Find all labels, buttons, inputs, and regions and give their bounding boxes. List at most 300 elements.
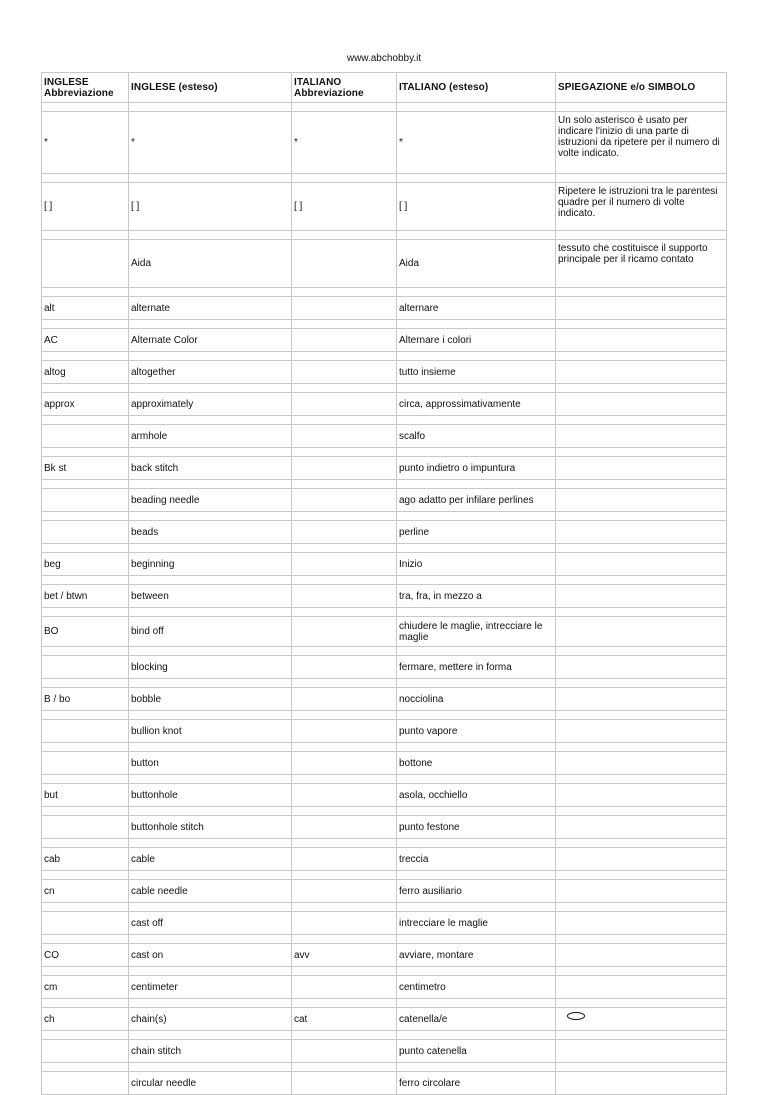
spacer-row — [42, 480, 727, 489]
table-row — [42, 521, 727, 544]
spacer-cell — [397, 288, 556, 297]
italian-extended-cell: centimetro — [397, 976, 556, 999]
spacer-cell — [292, 384, 397, 393]
explanation-cell — [556, 912, 727, 935]
italian-extended-cell: treccia — [397, 848, 556, 871]
spacer-cell — [556, 448, 727, 457]
spacer-row — [42, 103, 727, 112]
spacer-cell — [292, 352, 397, 361]
explanation-cell — [556, 976, 727, 999]
table-row — [42, 457, 727, 480]
spacer-cell — [42, 608, 129, 617]
spacer-cell — [129, 647, 292, 656]
english-abbreviation-cell — [42, 240, 129, 288]
spacer-cell — [42, 871, 129, 880]
spacer-cell — [129, 384, 292, 393]
english-abbreviation-cell: bet / btwn — [42, 585, 129, 608]
spacer-cell — [397, 711, 556, 720]
explanation-cell — [556, 848, 727, 871]
italian-extended-cell: avviare, montare — [397, 944, 556, 967]
italian-abbreviation-cell — [292, 848, 397, 871]
table-row — [42, 880, 727, 903]
table-row — [42, 912, 727, 935]
header-line: Abbreviazione — [294, 87, 364, 99]
english-extended-cell: back stitch — [129, 457, 292, 480]
spacer-cell — [292, 288, 397, 297]
spacer-cell — [42, 807, 129, 816]
english-extended-cell: bind off — [129, 617, 292, 647]
spacer-cell — [129, 935, 292, 944]
table-row — [42, 720, 727, 743]
english-abbreviation-cell: AC — [42, 329, 129, 352]
table-row — [42, 656, 727, 679]
spacer-cell — [556, 512, 727, 521]
english-abbreviation-cell: B / bo — [42, 688, 129, 711]
spacer-cell — [556, 103, 727, 112]
english-abbreviation-cell: but — [42, 784, 129, 807]
explanation-cell — [556, 1072, 727, 1095]
english-abbreviation-cell: cm — [42, 976, 129, 999]
spacer-cell — [129, 512, 292, 521]
spacer-cell — [397, 416, 556, 425]
spacer-cell — [397, 935, 556, 944]
spacer-cell — [292, 871, 397, 880]
spacer-cell — [42, 935, 129, 944]
explanation-cell — [556, 752, 727, 775]
english-abbreviation-cell: [ ] — [42, 183, 129, 231]
spacer-cell — [42, 999, 129, 1008]
spacer-cell — [292, 576, 397, 585]
italian-abbreviation-cell — [292, 361, 397, 384]
italian-extended-cell: Inizio — [397, 553, 556, 576]
english-extended-cell: bobble — [129, 688, 292, 711]
spacer-cell — [42, 544, 129, 553]
spacer-cell — [397, 903, 556, 912]
spacer-cell — [292, 775, 397, 784]
glossary-table — [41, 72, 727, 1095]
english-abbreviation-cell — [42, 912, 129, 935]
italian-abbreviation-cell — [292, 457, 397, 480]
spacer-cell — [42, 1031, 129, 1040]
spacer-cell — [556, 903, 727, 912]
spacer-cell — [292, 103, 397, 112]
header-english-extended: INGLESE (esteso) — [129, 73, 292, 103]
spacer-cell — [397, 352, 556, 361]
chain-symbol-icon — [567, 1012, 585, 1020]
spacer-cell — [292, 711, 397, 720]
spacer-row — [42, 967, 727, 976]
table-row — [42, 425, 727, 448]
spacer-cell — [129, 480, 292, 489]
spacer-cell — [397, 679, 556, 688]
spacer-cell — [42, 576, 129, 585]
spacer-cell — [129, 576, 292, 585]
spacer-cell — [292, 903, 397, 912]
italian-extended-cell: punto festone — [397, 816, 556, 839]
explanation-cell — [556, 585, 727, 608]
table-row — [42, 848, 727, 871]
spacer-row — [42, 999, 727, 1008]
english-extended-cell: cable needle — [129, 880, 292, 903]
italian-abbreviation-cell — [292, 617, 397, 647]
english-extended-cell: button — [129, 752, 292, 775]
spacer-cell — [292, 416, 397, 425]
english-abbreviation-cell: cn — [42, 880, 129, 903]
spacer-cell — [42, 288, 129, 297]
explanation-cell — [556, 656, 727, 679]
english-abbreviation-cell: Bk st — [42, 457, 129, 480]
spacer-cell — [397, 807, 556, 816]
spacer-row — [42, 288, 727, 297]
spacer-cell — [292, 999, 397, 1008]
spacer-cell — [292, 1063, 397, 1072]
table-row — [42, 489, 727, 512]
spacer-cell — [129, 999, 292, 1008]
italian-extended-cell: scalfo — [397, 425, 556, 448]
spacer-cell — [129, 320, 292, 329]
spacer-cell — [42, 320, 129, 329]
spacer-cell — [397, 512, 556, 521]
spacer-cell — [129, 416, 292, 425]
spacer-cell — [397, 775, 556, 784]
spacer-cell — [556, 839, 727, 848]
english-abbreviation-cell — [42, 425, 129, 448]
english-abbreviation-cell: ch — [42, 1008, 129, 1031]
spacer-cell — [556, 647, 727, 656]
spacer-cell — [556, 679, 727, 688]
english-extended-cell: cast off — [129, 912, 292, 935]
english-extended-cell: [ ] — [129, 183, 292, 231]
spacer-cell — [42, 711, 129, 720]
english-abbreviation-cell — [42, 489, 129, 512]
italian-extended-cell: ferro circolare — [397, 1072, 556, 1095]
spacer-row — [42, 839, 727, 848]
spacer-cell — [292, 231, 397, 240]
explanation-cell — [556, 688, 727, 711]
italian-extended-cell: ferro ausiliario — [397, 880, 556, 903]
spacer-cell — [42, 775, 129, 784]
italian-abbreviation-cell — [292, 240, 397, 288]
italian-abbreviation-cell — [292, 553, 397, 576]
english-extended-cell: blocking — [129, 656, 292, 679]
italian-abbreviation-cell — [292, 720, 397, 743]
table-row — [42, 816, 727, 839]
table-row — [42, 688, 727, 711]
spacer-cell — [42, 679, 129, 688]
table-row — [42, 585, 727, 608]
italian-abbreviation-cell — [292, 656, 397, 679]
explanation-cell — [556, 880, 727, 903]
spacer-cell — [129, 903, 292, 912]
italian-abbreviation-cell — [292, 976, 397, 999]
spacer-cell — [397, 174, 556, 183]
english-extended-cell: beading needle — [129, 489, 292, 512]
site-url: www.abchobby.it — [346, 53, 422, 64]
spacer-cell — [556, 416, 727, 425]
english-abbreviation-cell: * — [42, 112, 129, 174]
english-abbreviation-cell — [42, 1040, 129, 1063]
spacer-cell — [292, 512, 397, 521]
spacer-cell — [292, 544, 397, 553]
italian-abbreviation-cell — [292, 489, 397, 512]
spacer-cell — [397, 647, 556, 656]
spacer-cell — [129, 871, 292, 880]
explanation-cell — [556, 393, 727, 416]
english-abbreviation-cell: CO — [42, 944, 129, 967]
english-abbreviation-cell: BO — [42, 617, 129, 647]
spacer-cell — [397, 231, 556, 240]
spacer-cell — [129, 839, 292, 848]
english-extended-cell: approximately — [129, 393, 292, 416]
english-abbreviation-cell — [42, 720, 129, 743]
spacer-row — [42, 647, 727, 656]
spacer-cell — [42, 839, 129, 848]
table-row — [42, 240, 727, 288]
spacer-cell — [556, 999, 727, 1008]
spacer-cell — [292, 320, 397, 329]
italian-extended-cell: Alternare i colori — [397, 329, 556, 352]
table-row — [42, 183, 727, 231]
spacer-cell — [397, 839, 556, 848]
spacer-cell — [129, 1031, 292, 1040]
spacer-cell — [42, 352, 129, 361]
spacer-cell — [129, 352, 292, 361]
spacer-cell — [292, 608, 397, 617]
spacer-cell — [292, 967, 397, 976]
spacer-cell — [129, 711, 292, 720]
spacer-cell — [42, 384, 129, 393]
english-extended-cell: centimeter — [129, 976, 292, 999]
table-row — [42, 553, 727, 576]
italian-abbreviation-cell — [292, 1040, 397, 1063]
spacer-row — [42, 231, 727, 240]
spacer-row — [42, 1031, 727, 1040]
spacer-cell — [397, 1031, 556, 1040]
italian-extended-cell: ago adatto per infilare perlines — [397, 489, 556, 512]
italian-abbreviation-cell — [292, 329, 397, 352]
header-line: Abbreviazione — [44, 87, 114, 99]
italian-abbreviation-cell — [292, 880, 397, 903]
italian-extended-cell: tra, fra, in mezzo a — [397, 585, 556, 608]
spacer-row — [42, 512, 727, 521]
spacer-cell — [42, 416, 129, 425]
spacer-cell — [42, 480, 129, 489]
table-row — [42, 297, 727, 320]
spacer-cell — [129, 448, 292, 457]
spacer-row — [42, 743, 727, 752]
table-row — [42, 1040, 727, 1063]
italian-extended-cell: punto indietro o impuntura — [397, 457, 556, 480]
table-row — [42, 393, 727, 416]
english-extended-cell: Alternate Color — [129, 329, 292, 352]
spacer-cell — [129, 608, 292, 617]
explanation-cell — [556, 521, 727, 544]
explanation-cell — [556, 297, 727, 320]
spacer-row — [42, 320, 727, 329]
italian-abbreviation-cell — [292, 816, 397, 839]
english-abbreviation-cell — [42, 752, 129, 775]
spacer-row — [42, 935, 727, 944]
spacer-cell — [556, 743, 727, 752]
spacer-cell — [556, 544, 727, 553]
header-line: ITALIANO — [294, 76, 342, 88]
english-abbreviation-cell: cab — [42, 848, 129, 871]
english-abbreviation-cell: approx — [42, 393, 129, 416]
spacer-cell — [397, 544, 556, 553]
italian-abbreviation-cell: * — [292, 112, 397, 174]
explanation-cell: tessuto che costituisce il supporto principale per il ricamo contato — [556, 240, 727, 288]
header-english-abbreviation — [42, 73, 129, 103]
spacer-cell — [556, 231, 727, 240]
english-extended-cell: between — [129, 585, 292, 608]
english-extended-cell: cable — [129, 848, 292, 871]
spacer-cell — [292, 1031, 397, 1040]
spacer-cell — [129, 967, 292, 976]
english-extended-cell: buttonhole — [129, 784, 292, 807]
spacer-cell — [42, 647, 129, 656]
header-line: INGLESE — [44, 76, 89, 88]
spacer-cell — [42, 231, 129, 240]
english-extended-cell: circular needle — [129, 1072, 292, 1095]
explanation-cell — [556, 617, 727, 647]
spacer-cell — [292, 679, 397, 688]
spacer-cell — [129, 544, 292, 553]
table-row — [42, 944, 727, 967]
spacer-cell — [129, 807, 292, 816]
spacer-cell — [556, 352, 727, 361]
english-abbreviation-cell: beg — [42, 553, 129, 576]
explanation-cell — [556, 457, 727, 480]
spacer-cell — [292, 448, 397, 457]
english-extended-cell: * — [129, 112, 292, 174]
italian-extended-cell: catenella/e — [397, 1008, 556, 1031]
italian-abbreviation-cell: [ ] — [292, 183, 397, 231]
spacer-cell — [556, 608, 727, 617]
english-abbreviation-cell: alt — [42, 297, 129, 320]
explanation-cell — [556, 553, 727, 576]
english-extended-cell: chain stitch — [129, 1040, 292, 1063]
spacer-cell — [397, 871, 556, 880]
italian-abbreviation-cell — [292, 425, 397, 448]
spacer-row — [42, 576, 727, 585]
italian-abbreviation-cell — [292, 393, 397, 416]
table-row — [42, 1008, 727, 1031]
header-italian-abbreviation — [292, 73, 397, 103]
spacer-cell — [292, 743, 397, 752]
english-abbreviation-cell — [42, 816, 129, 839]
spacer-cell — [556, 320, 727, 329]
explanation-cell — [556, 329, 727, 352]
italian-abbreviation-cell — [292, 521, 397, 544]
italian-extended-cell: [ ] — [397, 183, 556, 231]
spacer-cell — [42, 743, 129, 752]
spacer-cell — [129, 103, 292, 112]
spacer-row — [42, 544, 727, 553]
table-row — [42, 976, 727, 999]
italian-extended-cell: chiudere le maglie, intrecciare le maglie — [397, 617, 556, 647]
spacer-cell — [129, 679, 292, 688]
spacer-cell — [556, 807, 727, 816]
italian-abbreviation-cell — [292, 784, 397, 807]
spacer-cell — [42, 448, 129, 457]
italian-abbreviation-cell — [292, 297, 397, 320]
spacer-cell — [292, 647, 397, 656]
spacer-cell — [397, 967, 556, 976]
english-extended-cell: chain(s) — [129, 1008, 292, 1031]
table-row — [42, 1072, 727, 1095]
spacer-cell — [397, 320, 556, 329]
italian-abbreviation-cell: avv — [292, 944, 397, 967]
header-explanation-symbol: SPIEGAZIONE e/o SIMBOLO — [556, 73, 727, 103]
italian-extended-cell: punto vapore — [397, 720, 556, 743]
italian-extended-cell: circa, approssimativamente — [397, 393, 556, 416]
spacer-cell — [397, 384, 556, 393]
english-extended-cell: armhole — [129, 425, 292, 448]
spacer-cell — [397, 743, 556, 752]
italian-extended-cell: Aida — [397, 240, 556, 288]
spacer-row — [42, 608, 727, 617]
spacer-cell — [292, 839, 397, 848]
explanation-cell: Un solo asterisco è usato per indicare l'inizio di una parte di istruzioni da ripetere per il numero di volte indicato. — [556, 112, 727, 174]
table-header-row — [42, 73, 727, 103]
english-abbreviation-cell — [42, 521, 129, 544]
spacer-cell — [292, 174, 397, 183]
explanation-cell — [556, 944, 727, 967]
italian-extended-cell: fermare, mettere in forma — [397, 656, 556, 679]
spacer-cell — [397, 999, 556, 1008]
english-abbreviation-cell — [42, 656, 129, 679]
explanation-cell — [556, 816, 727, 839]
spacer-cell — [42, 903, 129, 912]
spacer-row — [42, 416, 727, 425]
italian-abbreviation-cell — [292, 912, 397, 935]
spacer-cell — [42, 1063, 129, 1072]
header-italian-extended: ITALIANO (esteso) — [397, 73, 556, 103]
spacer-cell — [556, 935, 727, 944]
spacer-cell — [292, 480, 397, 489]
italian-extended-cell: tutto insieme — [397, 361, 556, 384]
italian-abbreviation-cell: cat — [292, 1008, 397, 1031]
spacer-cell — [129, 174, 292, 183]
spacer-row — [42, 711, 727, 720]
spacer-cell — [42, 103, 129, 112]
explanation-cell — [556, 361, 727, 384]
english-extended-cell: buttonhole stitch — [129, 816, 292, 839]
italian-extended-cell: alternare — [397, 297, 556, 320]
spacer-cell — [556, 1031, 727, 1040]
spacer-row — [42, 903, 727, 912]
spacer-cell — [556, 711, 727, 720]
spacer-cell — [397, 103, 556, 112]
spacer-cell — [42, 512, 129, 521]
english-extended-cell: bullion knot — [129, 720, 292, 743]
spacer-cell — [292, 807, 397, 816]
table-row — [42, 329, 727, 352]
english-extended-cell: alternate — [129, 297, 292, 320]
spacer-cell — [556, 288, 727, 297]
italian-abbreviation-cell — [292, 688, 397, 711]
spacer-row — [42, 775, 727, 784]
spacer-cell — [556, 967, 727, 976]
spacer-row — [42, 871, 727, 880]
spacer-cell — [397, 448, 556, 457]
spacer-cell — [129, 1063, 292, 1072]
spacer-cell — [397, 576, 556, 585]
spacer-row — [42, 384, 727, 393]
italian-extended-cell: nocciolina — [397, 688, 556, 711]
spacer-cell — [42, 967, 129, 976]
english-extended-cell: altogether — [129, 361, 292, 384]
